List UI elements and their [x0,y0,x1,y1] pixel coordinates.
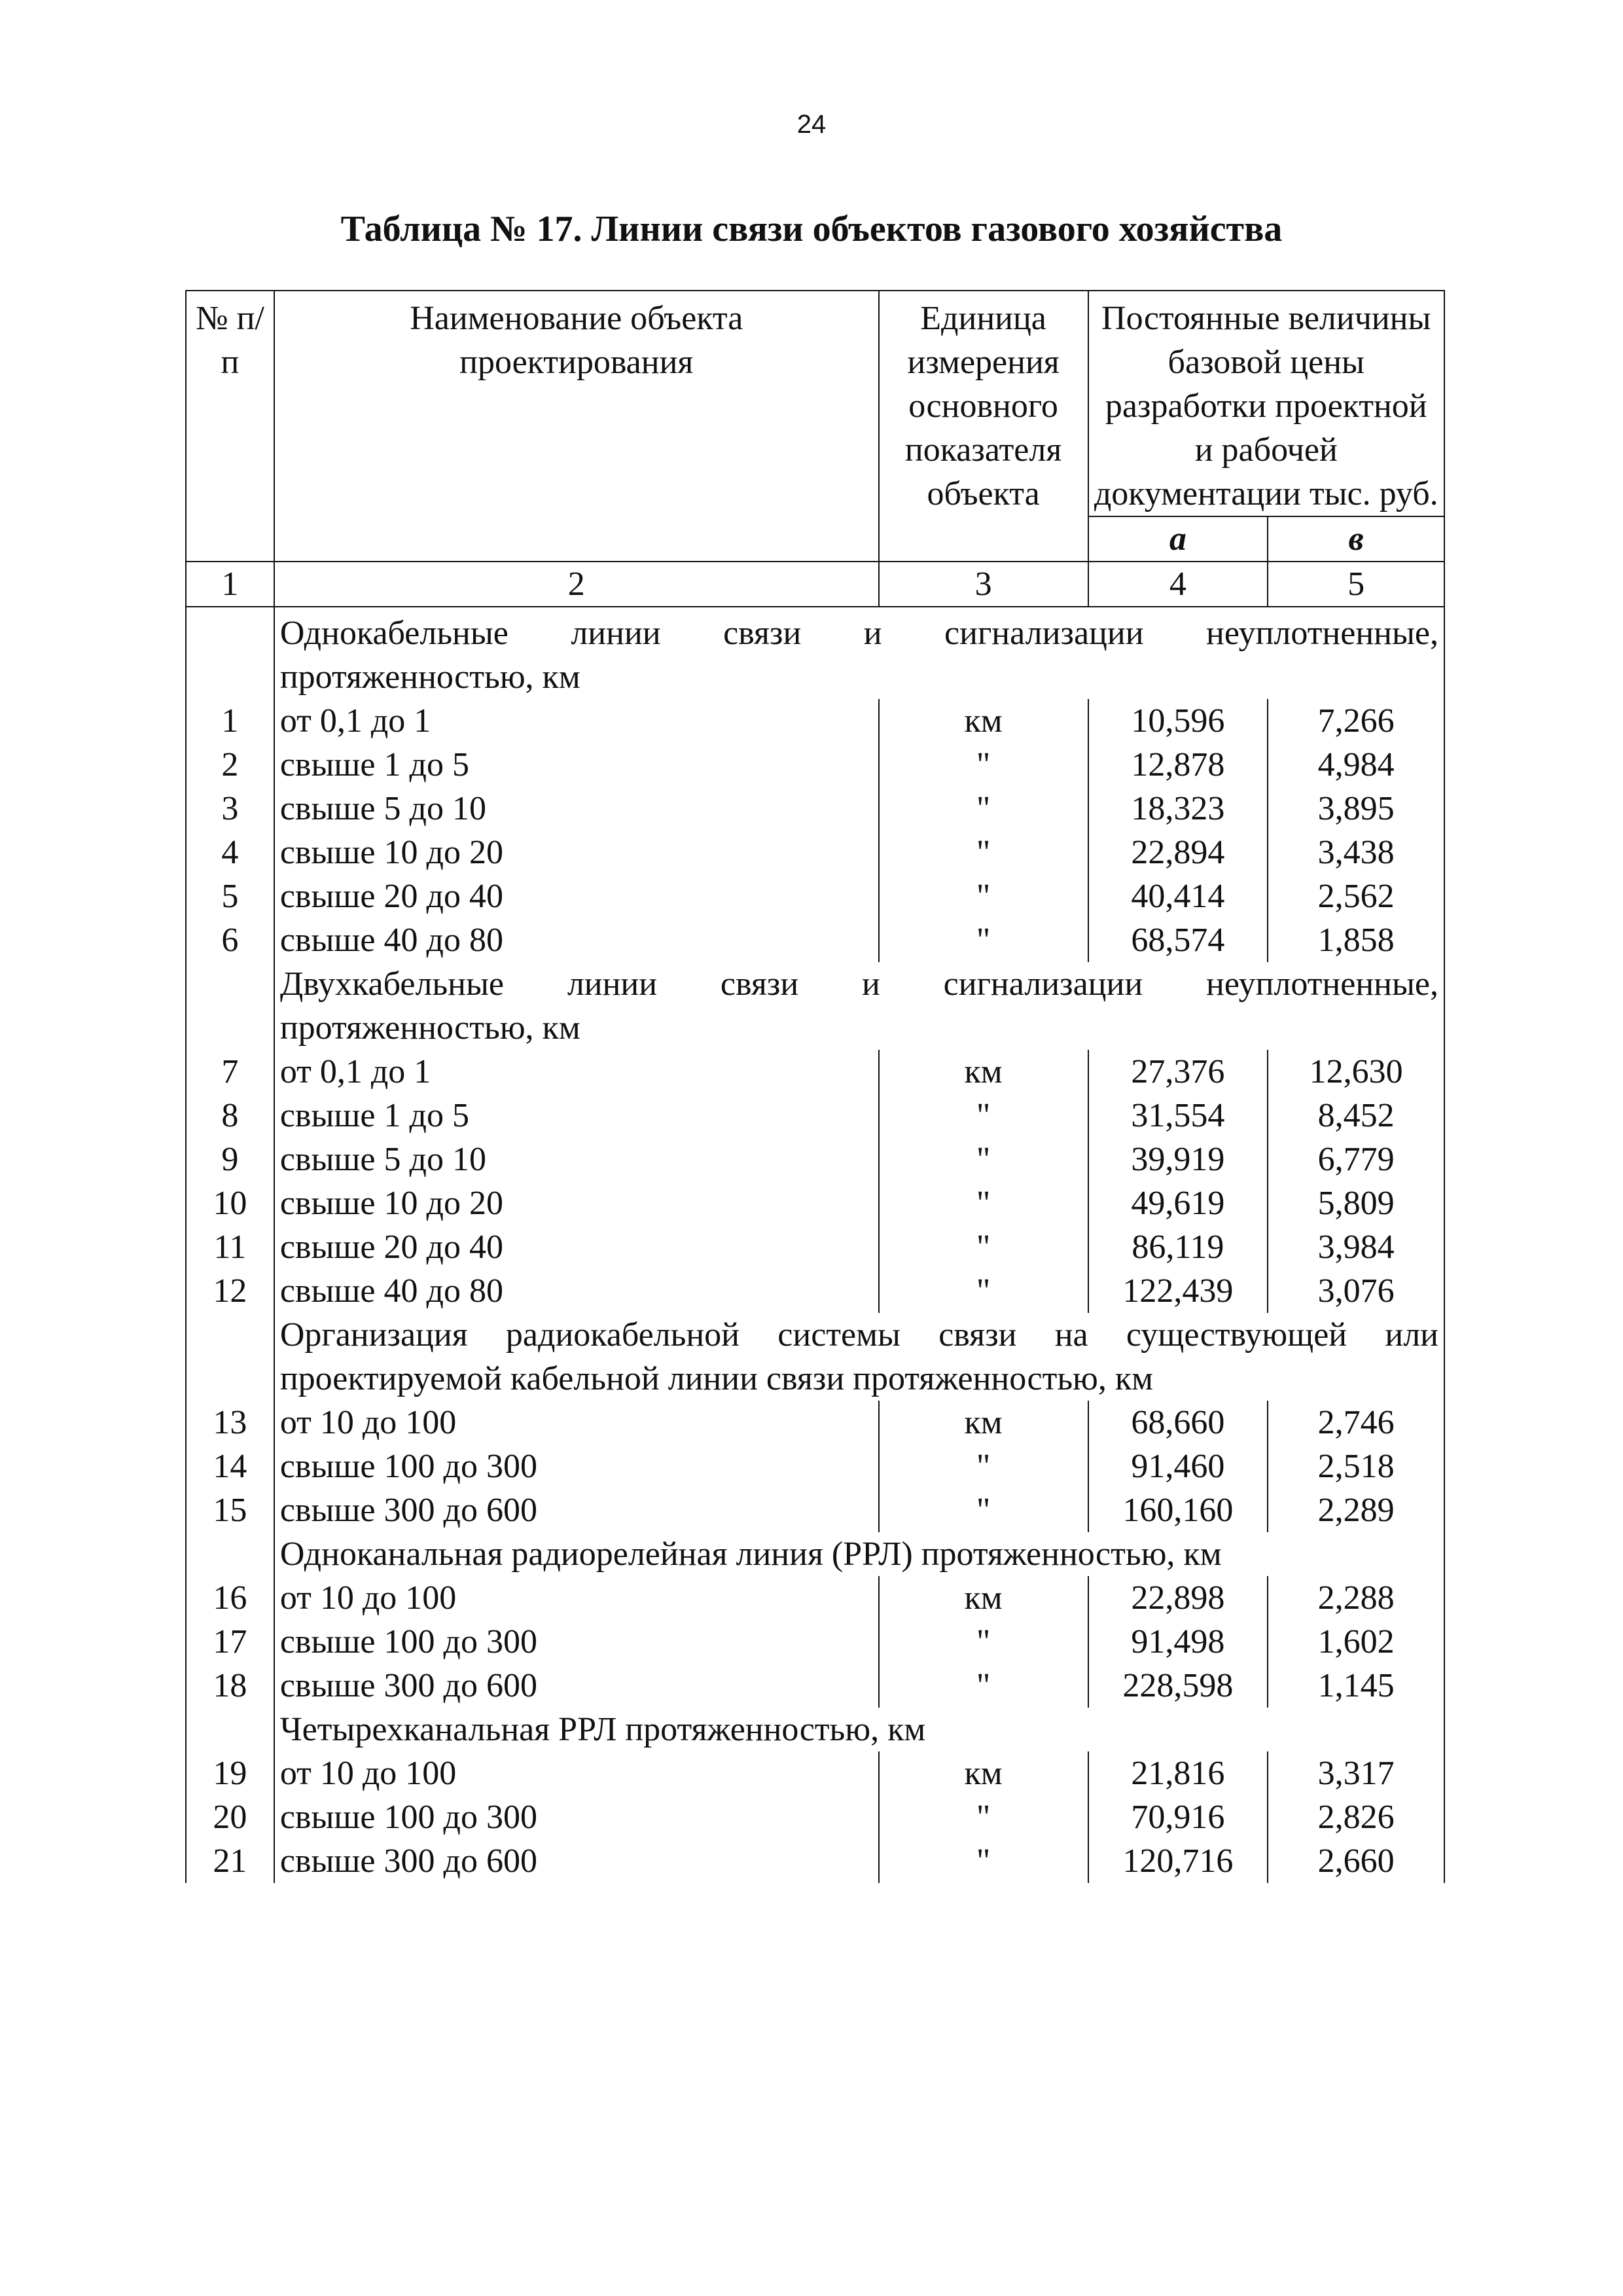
unit-value: " [879,1094,1088,1138]
object-name: свыше 100 до 300 [274,1620,879,1664]
unit-value: " [879,1269,1088,1313]
group-title-line-1: Одноканальная радиорелейная линия (РРЛ) протяженностью, км [279,1535,1222,1573]
value-a: 120,716 [1088,1839,1268,1883]
value-b: 1,858 [1268,918,1444,962]
header-object-name: Наименование объекта проектирования [274,291,879,562]
object-name: от 10 до 100 [274,1751,879,1795]
table-row [186,1751,1444,1795]
table-body [186,607,1444,1883]
table-row [186,1620,1444,1664]
value-b: 12,630 [1268,1050,1444,1094]
object-name: свыше 20 до 40 [274,874,879,918]
table-row [186,787,1444,831]
unit-value: км [879,1050,1088,1094]
table-row [186,743,1444,787]
unit-value: " [879,1181,1088,1225]
group-title-line-2: проектируемой кабельной линии связи протяженностью, км [279,1360,1154,1397]
value-b: 7,266 [1268,699,1444,743]
row-number: 21 [186,1839,274,1883]
unit-value: " [879,1795,1088,1839]
table-row [186,1488,1444,1532]
unit-value: " [879,1138,1088,1181]
group-title-cell [274,1532,1444,1576]
unit-value: " [879,1225,1088,1269]
unit-value: " [879,831,1088,874]
unit-value: " [879,918,1088,962]
value-b: 3,438 [1268,831,1444,874]
row-number: 7 [186,1050,274,1094]
row-number: 17 [186,1620,274,1664]
row-number: 18 [186,1664,274,1708]
row-number: 3 [186,787,274,831]
header-sub-a: а [1088,516,1268,562]
value-a: 22,894 [1088,831,1268,874]
group-title-cell [274,607,1444,699]
table-row [186,699,1444,743]
object-name: свыше 300 до 600 [274,1839,879,1883]
value-a: 122,439 [1088,1269,1268,1313]
group-number-cell [186,962,274,1050]
value-a: 27,376 [1088,1050,1268,1094]
table-row [186,1269,1444,1313]
table-row [186,874,1444,918]
value-a: 22,898 [1088,1576,1268,1620]
table-row [186,1225,1444,1269]
value-b: 1,602 [1268,1620,1444,1664]
value-a: 12,878 [1088,743,1268,787]
row-number: 12 [186,1269,274,1313]
object-name: от 0,1 до 1 [274,1050,879,1094]
value-b: 2,660 [1268,1839,1444,1883]
value-a: 228,598 [1088,1664,1268,1708]
table-row [186,1050,1444,1094]
value-a: 68,574 [1088,918,1268,962]
value-a: 86,119 [1088,1225,1268,1269]
row-number: 13 [186,1401,274,1444]
object-name: свыше 300 до 600 [274,1488,879,1532]
table-title: Таблица № 17. Линии связи объектов газового хозяйства [340,209,1283,249]
row-number: 10 [186,1181,274,1225]
group-header-row [186,1313,1444,1401]
value-b: 1,145 [1268,1664,1444,1708]
table-header [186,291,1444,607]
group-title-line-1: Четырехканальная РРЛ протяженностью, км [279,1711,926,1748]
value-b: 2,746 [1268,1401,1444,1444]
row-number: 8 [186,1094,274,1138]
value-a: 10,596 [1088,699,1268,743]
page-number: 24 [796,110,827,139]
unit-value: " [879,1488,1088,1532]
header-num-3: 3 [879,562,1088,607]
header-num-4: 4 [1088,562,1268,607]
row-number: 14 [186,1444,274,1488]
row-number: 9 [186,1138,274,1181]
unit-value: " [879,1664,1088,1708]
group-title-cell [274,1708,1444,1751]
row-number: 6 [186,918,274,962]
row-number: 1 [186,699,274,743]
unit-value: км [879,1751,1088,1795]
unit-value: " [879,743,1088,787]
unit-value: " [879,874,1088,918]
row-number: 16 [186,1576,274,1620]
value-b: 2,518 [1268,1444,1444,1488]
header-unit: Единица измерения основного показателя объекта [879,291,1088,562]
value-a: 91,460 [1088,1444,1268,1488]
table-row [186,1444,1444,1488]
group-number-cell [186,1313,274,1401]
table-row [186,1094,1444,1138]
header-num-1: 1 [186,562,274,607]
value-a: 21,816 [1088,1751,1268,1795]
group-title-line-1: Двухкабельные линии связи и сигнализации неуплотненные, [279,965,1438,1003]
value-b: 3,895 [1268,787,1444,831]
group-header-row [186,607,1444,699]
row-number: 11 [186,1225,274,1269]
unit-value: " [879,1444,1088,1488]
group-title-line-1: Организация радиокабельной системы связи на существующей или [279,1316,1438,1354]
value-b: 2,562 [1268,874,1444,918]
header-num-5: 5 [1268,562,1444,607]
header-base-price: Постоянные величины базовой цены разработки проектной и рабочей документации тыс. руб. [1088,291,1445,516]
group-title-cell [274,962,1444,1050]
group-title-line-1: Однокабельные линии связи и сигнализации неуплотненные, [279,615,1438,652]
table-row [186,1401,1444,1444]
value-b: 6,779 [1268,1138,1444,1181]
value-b: 2,288 [1268,1576,1444,1620]
group-header-row [186,1532,1444,1576]
value-b: 8,452 [1268,1094,1444,1138]
object-name: свыше 1 до 5 [274,743,879,787]
value-a: 18,323 [1088,787,1268,831]
value-a: 49,619 [1088,1181,1268,1225]
value-a: 40,414 [1088,874,1268,918]
table-row [186,1795,1444,1839]
value-b: 3,984 [1268,1225,1444,1269]
object-name: от 0,1 до 1 [274,699,879,743]
header-sub-b: в [1268,516,1444,562]
row-number: 5 [186,874,274,918]
object-name: свыше 5 до 10 [274,787,879,831]
group-title-line-2: протяженностью, км [279,658,580,696]
object-name: свыше 10 до 20 [274,831,879,874]
value-b: 3,317 [1268,1751,1444,1795]
object-name: свыше 1 до 5 [274,1094,879,1138]
object-name: свыше 20 до 40 [274,1225,879,1269]
value-b: 2,289 [1268,1488,1444,1532]
value-a: 91,498 [1088,1620,1268,1664]
table-row [186,1664,1444,1708]
table-row [186,918,1444,962]
unit-value: " [879,1839,1088,1883]
header-num-2: 2 [274,562,879,607]
group-title-cell [274,1313,1444,1401]
table-row [186,1181,1444,1225]
header-row-number: № п/п [186,291,274,562]
table-row [186,1576,1444,1620]
group-number-cell [186,1532,274,1576]
value-b: 4,984 [1268,743,1444,787]
price-table-container [185,290,1445,1883]
value-b: 5,809 [1268,1181,1444,1225]
group-number-cell [186,607,274,699]
value-b: 3,076 [1268,1269,1444,1313]
unit-value: км [879,699,1088,743]
unit-value: км [879,1576,1088,1620]
value-a: 70,916 [1088,1795,1268,1839]
value-a: 160,160 [1088,1488,1268,1532]
object-name: свыше 40 до 80 [274,918,879,962]
object-name: свыше 300 до 600 [274,1664,879,1708]
row-number: 2 [186,743,274,787]
object-name: свыше 100 до 300 [274,1444,879,1488]
table-row [186,1138,1444,1181]
object-name: свыше 100 до 300 [274,1795,879,1839]
group-header-row [186,1708,1444,1751]
table-row [186,1839,1444,1883]
unit-value: " [879,1620,1088,1664]
unit-value: " [879,787,1088,831]
object-name: свыше 5 до 10 [274,1138,879,1181]
row-number: 4 [186,831,274,874]
group-header-row [186,962,1444,1050]
group-title-line-2: протяженностью, км [279,1009,580,1047]
object-name: свыше 40 до 80 [274,1269,879,1313]
object-name: от 10 до 100 [274,1401,879,1444]
row-number: 19 [186,1751,274,1795]
price-table [185,290,1445,1883]
value-a: 39,919 [1088,1138,1268,1181]
table-row [186,831,1444,874]
group-number-cell [186,1708,274,1751]
object-name: свыше 10 до 20 [274,1181,879,1225]
value-a: 31,554 [1088,1094,1268,1138]
row-number: 20 [186,1795,274,1839]
value-b: 2,826 [1268,1795,1444,1839]
unit-value: км [879,1401,1088,1444]
row-number: 15 [186,1488,274,1532]
object-name: от 10 до 100 [274,1576,879,1620]
value-a: 68,660 [1088,1401,1268,1444]
